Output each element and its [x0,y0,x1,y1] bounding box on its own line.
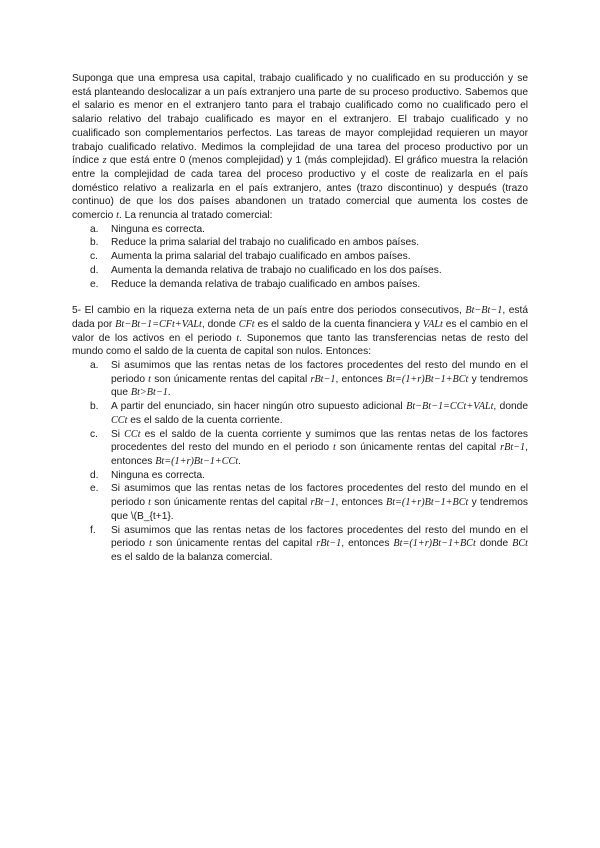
q5-option-b[interactable] [72,400,528,427]
q5-c-math-2: t [333,442,336,454]
q5-e-text-2: son únicamente rentas del capital [154,497,308,509]
q5-a-text-2: son únicamente rentas del capital [154,373,308,385]
q5-b-math-2: CCt [111,414,128,426]
q5-f-text-1: Si asumimos que las rentas netas de los factores procedentes del resto del mundo en el periodo [111,524,528,550]
q5-options [72,359,528,565]
q4-stem-part-3: . La renuncia al tratado comercial: [119,210,273,222]
q5-option-f[interactable] [72,524,528,565]
q4-option-letter: e. [90,278,99,290]
q5-option-letter: c. [90,428,98,440]
q4-option-text: Aumenta la prima salarial del trabajo cualificado en ambos países. [111,251,411,263]
q4-option-b[interactable] [72,236,528,250]
q5-e-text-1: Si asumimos que las rentas netas de los factores procedentes del resto del mundo en el periodo [111,483,528,509]
q5-a-text-4: y tendremos que [111,373,528,399]
q5-f-math-4: BCt [512,538,529,550]
q5-expr-val: VALt [422,318,443,330]
q4-option-letter: b. [90,237,99,249]
q4-option-letter: a. [90,223,99,235]
q5-f-math-1: t [149,538,152,550]
q5-expr-cf: CFt [238,318,255,330]
q5-f-text-4: donde [479,538,509,550]
q5-option-c[interactable] [72,428,528,469]
q5-option-letter: a. [90,360,99,372]
q5-b-math-1: Bt−Bt−1=CCt+VALt [406,401,494,413]
q5-e-math-3: Bt=(1+r)Bt−1+BCt [386,497,469,509]
q5-f-text-2: son únicamente rentas del capital [155,538,313,550]
q5-option-letter: f. [90,524,96,536]
q5-intro-part-5: es el cambio en el valor de los activos en el periodo [72,318,528,344]
q4-options [72,223,528,292]
q5-a-text-1: Si asumimos que las rentas netas de los factores procedentes del resto del mundo en el periodo [111,360,528,385]
q4-option-text: Aumenta la demanda relativa de trabajo no cualificado en los dos países. [111,264,442,276]
q5-a-math-1: t [148,373,152,385]
q5-a-math-3: Bt=(1+r)Bt−1+BCt [386,373,469,385]
q5-c-math-1: CCt [124,428,141,440]
q5-intro-part-3: , donde [201,318,236,330]
q5-expr-t: t [236,332,240,344]
document-body [72,72,528,565]
q5-a-text-3: , entonces [335,373,383,385]
q5-option-e[interactable] [72,482,528,523]
q5-f-math-2: rBt−1 [316,538,342,550]
q5-option-letter: b. [90,401,99,413]
q5-option-d[interactable] [72,469,528,483]
q5-b-text-2: , donde [493,401,528,413]
q5-option-a[interactable] [72,359,528,400]
q5-a-math-2: rBt−1 [310,373,336,385]
q5-e-math-2: rBt−1 [310,497,336,509]
q4-option-e[interactable] [72,278,528,292]
q5-expr-change: Bt−Bt−1 [465,305,503,317]
q5-intro-part-2: , está dada por [72,305,528,330]
q5-c-text-1: Si [111,428,121,440]
section-gap [72,291,528,304]
q5-d-text-1: Ninguna es correcta. [111,469,206,481]
q5-c-text-3: son únicamente rentas del capital [339,442,497,454]
q4-option-text: Reduce la demanda relativa de trabajo cualificado en ambos países. [111,278,421,290]
q5-intro-part-6: . Suponemos que tanto las transferencias netas de resto del mundo como el saldo de la cuenta de capital son nulos. Entonces: [72,332,528,358]
q5-e-text-4: y tendremos que \(B_{t+1}. [111,497,528,522]
q4-var-t: t [116,210,120,222]
q5-f-text-3: , entonces [341,538,390,550]
q5-a-math-4: Bt>Bt−1 [130,387,168,399]
q4-option-letter: c. [90,251,98,263]
q4-option-a[interactable] [72,223,528,237]
q5-c-text-4: , entonces [111,442,528,467]
q5-c-math-3: rBt−1 [500,442,526,454]
q4-option-letter: d. [90,264,99,276]
q4-var-z: z [102,155,107,167]
q5-c-text-2: es el saldo de la cuenta corriente y sumimos que las rentas netas de los factores procedentes del resto del mundo en el periodo [111,428,528,454]
q4-stem-part-2: que está entre 0 (menos complejidad) y 1 (más complejidad). El gráfico muestra la relación entre la complejidad de cada tarea del proceso productivo y el coste de realizarla en el país doméstico relativo a realizarla en el país extranjero, antes (trazo discontinuo) y después (trazo continuo) de que los dos países abandonen un tratado comercial que aumenta los costes de comercio [72,155,528,222]
q5-expr-identity: Bt−Bt−1=CFt+VALt [115,318,202,330]
q4-option-d[interactable] [72,264,528,278]
q4-stem [72,72,528,223]
q5-b-text-3: es el saldo de la cuenta corriente. [130,414,283,426]
q4-option-text: Ninguna es correcta. [111,223,206,235]
q5-e-text-3: , entonces [335,497,383,509]
q5-stem [72,304,528,359]
q4-stem-part-1: Suponga que una empresa usa capital, trabajo cualificado y no cualificado en su producción y se está planteando deslocalizar a un país extranjero una parte de su proceso productivo. Sabemos que el salario es menor en el extranjero tanto para el trabajo cualificado como no cualificado pero el salario relativo del trabajo cualificado es mayor en el extranjero. El trabajo cualificado y no cualificado son complementarios perfectos. Las tareas de mayor complejidad requieren un mayor trabajo cualificado relativo. Medimos la complejidad de una tarea del proceso productivo por un índice [72,73,528,167]
q5-a-text-5: . [167,387,171,399]
q5-c-text-5: . [238,455,242,467]
q5-f-text-5: es el saldo de la balanza comercial. [111,551,273,563]
q5-b-text-1: A partir del enunciado, sin hacer ningún otro supuesto adicional [111,401,403,413]
q5-e-math-1: t [148,497,152,509]
q5-intro-part-4: es el saldo de la cuenta financiera y [257,318,420,330]
q5-f-math-3: Bt=(1+r)Bt−1+BCt [393,538,476,550]
q5-option-letter: e. [90,483,99,495]
q5-option-letter: d. [90,469,99,481]
q5-intro-part-1: 5- El cambio en la riqueza externa neta de un país entre dos periodos consecutivos, [72,305,462,317]
q5-c-math-4: Bt=(1+r)Bt−1+CCt [155,455,239,467]
q4-option-c[interactable] [72,250,528,264]
q4-option-text: Reduce la prima salarial del trabajo no cualificado en ambos países. [111,237,420,249]
